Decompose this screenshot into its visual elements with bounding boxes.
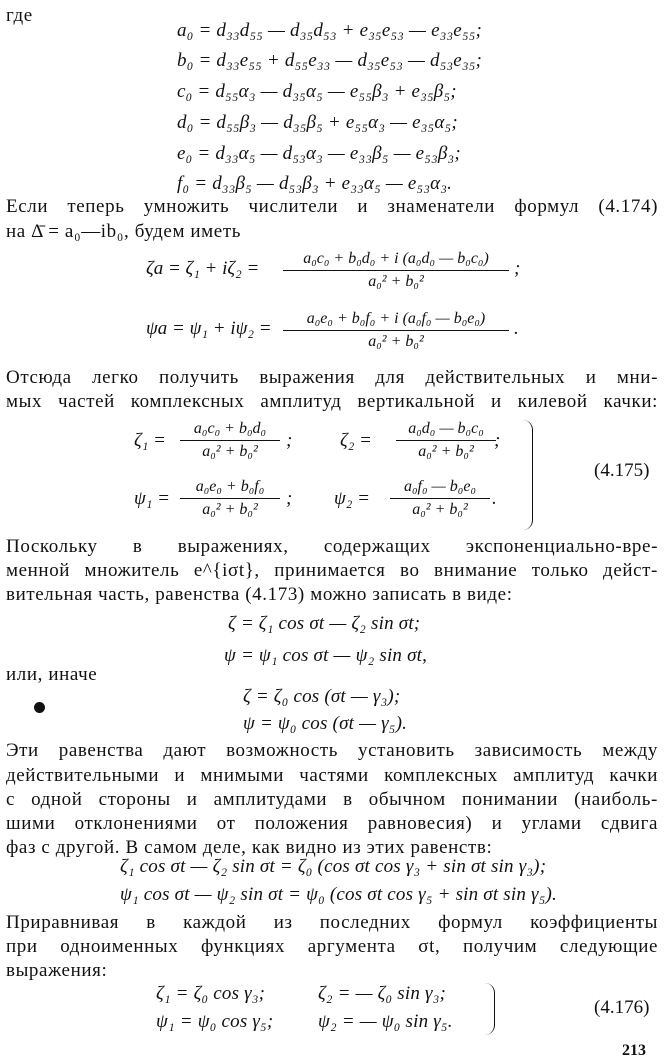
paragraph-4-line-4: шими отклонениями от положения равновесия) и углами сдвига — [6, 813, 658, 834]
zeta1-fraction — [180, 420, 280, 461]
equation-number-4-176: (4.176) — [594, 997, 650, 1018]
psi2-lhs: ψ₂ = — [334, 488, 370, 509]
equation-zeta1-result: ζ₁ = ζ₀ cos γ₃; — [156, 983, 266, 1004]
zeta2-lhs: ζ₂ = — [340, 430, 372, 451]
zeta-a-denominator: a₀² + b₀² — [283, 270, 509, 291]
right-brace-4-176 — [482, 983, 495, 1035]
word-gde: где — [6, 5, 33, 26]
page-number: 213 — [622, 1042, 646, 1059]
paragraph-4-line-2: действительными и мнимыми частями комплексных амплитуд качки — [6, 765, 658, 786]
psi2-fraction — [390, 478, 490, 519]
equation-psi2-result: ψ₂ = — ψ₀ sin γ₅. — [318, 1011, 453, 1032]
paragraph-5-line-3: выражения: — [6, 960, 108, 981]
zeta2-denominator: a₀² + b₀² — [396, 440, 496, 461]
equation-f0: f₀ = d₃₃β₅ — d₅₃β₃ + e₃₃α₅ — e₅₃α₃. — [177, 173, 453, 194]
paragraph-2-line-2: мых частей комплексных амплитуд вертикальной и килевой качки: — [6, 391, 658, 412]
equation-psi-real: ψ = ψ₁ cos σt — ψ₂ sin σt, — [224, 645, 428, 666]
psi1-semicolon: ; — [286, 488, 293, 509]
paragraph-4-line-1: Эти равенства дают возможность установить зависимость между — [6, 740, 658, 761]
zeta1-semicolon: ; — [286, 430, 293, 451]
zeta2-numerator: a₀d₀ — b₀c₀ — [408, 420, 484, 437]
equation-a0: a₀ = d₃₃d₅₅ — d₃₅d₅₃ + e₃₅e₅₃ — e₃₃e₅₅; — [177, 20, 483, 41]
zeta-a-fraction — [283, 250, 509, 291]
psi-a-lhs: ψa = ψ₁ + iψ₂ = — [146, 318, 272, 339]
equation-number-4-175: (4.175) — [594, 460, 650, 481]
zeta-a-numerator: a₀c₀ + b₀d₀ + i (a₀d₀ — b₀c₀) — [303, 250, 489, 267]
equation-zeta-real: ζ = ζ₁ cos σt — ζ₂ sin σt; — [228, 613, 421, 634]
paragraph-5-line-2: при одноименных функциях аргумента σt, получим следующие — [6, 936, 658, 957]
paragraph-1-line-1: Если теперь умножить числители и знаменатели формул (4.174) — [6, 196, 658, 217]
psi-a-fraction — [283, 310, 509, 351]
paragraph-3-line-1: Поскольку в выражениях, содержащих экспоненциально-вре- — [6, 536, 658, 557]
psi2-numerator: a₀f₀ — b₀e₀ — [403, 478, 477, 495]
paragraph-4-line-3: с одной стороны и амплитудами в обычном понимании (наиболь- — [6, 789, 658, 810]
paragraph-3-line-3: вительная часть, равенства (4.173) можно записать в виде: — [6, 584, 513, 605]
zeta-a-semicolon: ; — [514, 258, 521, 279]
equation-e0: e₀ = d₃₃α₅ — d₅₃α₃ — e₃₃β₅ — e₅₃β₃; — [177, 143, 461, 164]
psi-a-numerator: a₀e₀ + b₀f₀ + i (a₀f₀ — b₀e₀) — [306, 310, 486, 327]
equation-zeta-amplitude: ζ = ζ₀ cos (σt — γ₃); — [243, 686, 401, 707]
psi2-denominator: a₀² + b₀² — [390, 498, 490, 519]
equation-c0: c₀ = d₅₅α₃ — d₃₅α₅ — e₅₅β₃ + e₃₅β₅; — [177, 81, 457, 102]
zeta1-numerator: a₀c₀ + b₀d₀ — [193, 420, 267, 437]
zeta1-denominator: a₀² + b₀² — [180, 440, 280, 461]
paragraph-5-line-1: Приравнивая в каждой из последних формул коэффициенты — [6, 912, 658, 933]
zeta2-semicolon: ; — [494, 430, 501, 451]
equation-psi-amplitude: ψ = ψ₀ cos (σt — γ₅). — [243, 713, 408, 734]
psi2-period: . — [492, 488, 497, 509]
equation-d0: d₀ = d₅₅β₃ — d₃₅β₅ + e₅₅α₃ — e₃₅α₅; — [177, 112, 458, 133]
equation-psi-expansion: ψ₁ cos σt — ψ₂ sin σt = ψ₀ (cos σt cos γ₅ + sin σt sin γ₅). — [120, 884, 557, 905]
equation-b0: b₀ = d₃₃e₅₅ + d₅₅e₃₃ — d₃₅e₅₃ — d₅₃e₃₅; — [177, 50, 483, 71]
ink-blot — [34, 702, 45, 713]
psi1-lhs: ψ₁ = — [134, 488, 170, 509]
zeta-a-lhs: ζa = ζ₁ + iζ₂ = — [146, 258, 260, 279]
paragraph-3-line-2: менной множитель e^{iσt}, принимается во внимание только дейст- — [6, 560, 658, 581]
right-brace-4-175 — [520, 420, 533, 530]
psi1-numerator: a₀e₀ + b₀f₀ — [195, 478, 265, 495]
psi1-fraction — [180, 478, 280, 519]
equation-psi1-result: ψ₁ = ψ₀ cos γ₅; — [156, 1011, 274, 1032]
psi1-denominator: a₀² + b₀² — [180, 498, 280, 519]
paragraph-4-line-5: фаз с другой. В самом деле, как видно из этих равенств: — [6, 837, 493, 858]
zeta2-fraction — [396, 420, 496, 461]
paragraph-1-line-2: на Δ̄ = a₀—ib₀, будем иметь — [6, 221, 242, 242]
psi-a-denominator: a₀² + b₀² — [283, 330, 509, 351]
word-ili-inache: или, иначе — [6, 664, 98, 685]
psi-a-period: . — [514, 318, 519, 339]
paragraph-2-line-1: Отсюда легко получить выражения для действительных и мни- — [6, 367, 658, 388]
equation-zeta2-result: ζ₂ = — ζ₀ sin γ₃; — [318, 983, 447, 1004]
zeta1-lhs: ζ₁ = — [134, 430, 166, 451]
equation-zeta-expansion: ζ₁ cos σt — ζ₂ sin σt = ζ₀ (cos σt cos γ₃ + sin σt sin γ₃); — [120, 856, 547, 877]
